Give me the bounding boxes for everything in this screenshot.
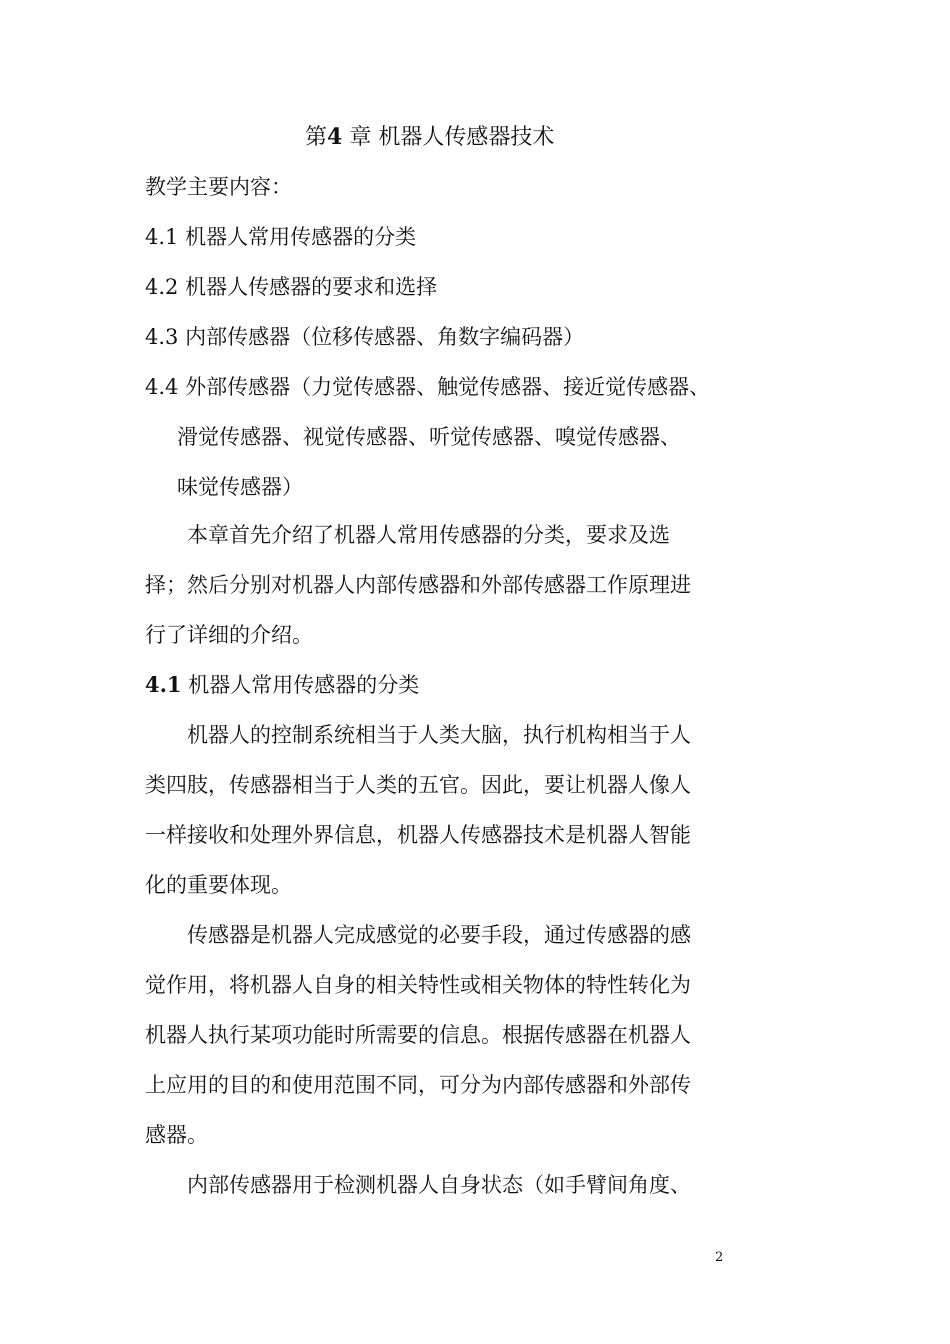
paragraph-line: 类四肢，传感器相当于人类的五官。因此，要让机器人像人: [145, 773, 691, 797]
toc-item-continuation: 滑觉传感器、视觉传感器、听觉传感器、嗅觉传感器、: [177, 425, 681, 449]
toc-item-continuation: 味觉传感器）: [177, 475, 303, 499]
chapter-title-prefix: 第: [305, 125, 328, 150]
chapter-number: 4: [327, 124, 343, 150]
paragraph-line: 觉作用，将机器人自身的相关特性或相关物体的特性转化为: [145, 973, 691, 997]
section-heading: [145, 670, 419, 700]
section-title: 机器人常用传感器的分类: [188, 673, 420, 697]
paragraph-line: 机器人执行某项功能时所需要的信息。根据传感器在机器人: [145, 1023, 691, 1047]
contents-label: 教学主要内容：: [145, 175, 292, 199]
section-number: 4.1: [145, 672, 182, 697]
chapter-title-text: 章 机器人传感器技术: [349, 125, 555, 150]
page-number: 2: [715, 1250, 724, 1265]
paragraph-line: 上应用的目的和使用范围不同，可分为内部传感器和外部传: [145, 1073, 691, 1097]
intro-line: 择；然后分别对机器人内部传感器和外部传感器工作原理进: [145, 573, 691, 597]
paragraph-line: 感器。: [145, 1123, 208, 1147]
toc-item: 4.2 机器人传感器的要求和选择: [145, 275, 438, 299]
paragraph-line: 内部传感器用于检测机器人自身状态（如手臂间角度、: [187, 1173, 691, 1197]
paragraph-line: 一样接收和处理外界信息，机器人传感器技术是机器人智能: [145, 823, 691, 847]
paragraph-line: 化的重要体现。: [145, 873, 292, 897]
chapter-title: [305, 122, 554, 153]
toc-item: 4.3 内部传感器（位移传感器、角数字编码器）: [145, 325, 585, 349]
paragraph-line: 传感器是机器人完成感觉的必要手段，通过传感器的感: [187, 923, 691, 947]
intro-line: 本章首先介绍了机器人常用传感器的分类，要求及选: [187, 523, 670, 547]
toc-item: 4.1 机器人常用传感器的分类: [145, 225, 417, 249]
intro-line: 行了详细的介绍。: [145, 623, 313, 647]
paragraph-line: 机器人的控制系统相当于人类大脑，执行机构相当于人: [187, 723, 691, 747]
toc-item: 4.4 外部传感器（力觉传感器、触觉传感器、接近觉传感器、: [145, 375, 711, 399]
